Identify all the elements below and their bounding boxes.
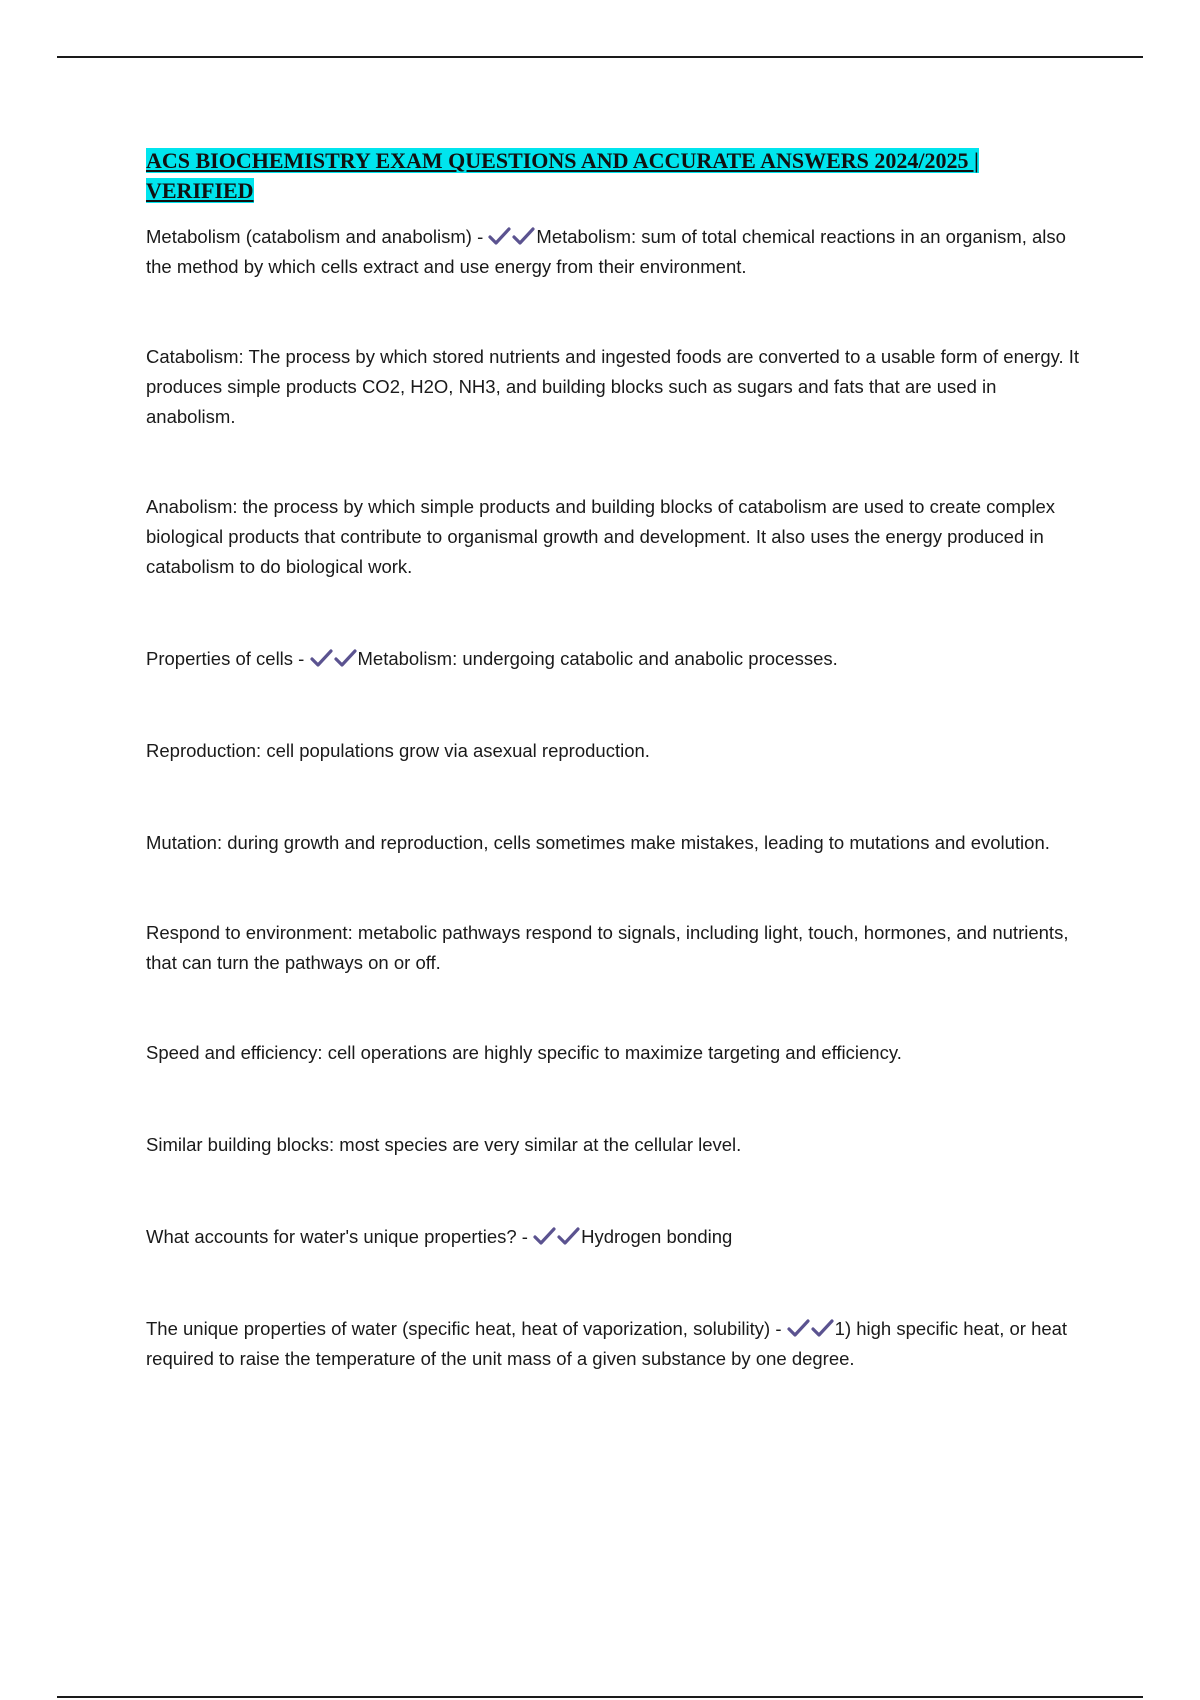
bottom-rule [57,1696,1143,1698]
answer-text: Metabolism: sum of total chemical reactions in an organism, also the method by which cells extract and use energy from their environment. [146,226,1066,277]
qa-entry [146,222,1086,282]
answer-text: Hydrogen bonding [581,1226,733,1247]
check-icon [488,226,512,246]
text-entry: Speed and efficiency: cell operations are highly specific to maximize targeting and efficiency. [146,1042,902,1063]
question-text: What accounts for water's unique properties? [146,1226,517,1247]
document-body [146,146,1086,1374]
check-icon [533,1226,557,1246]
text-entry: Anabolism: the process by which simple products and building blocks of catabolism are used to create complex biological products that contribute to organismal growth and development. It also uses the energy produced in catabolism to do biological work. [146,496,1056,577]
text-entry: Respond to environment: metabolic pathways respond to signals, including light, touch, hormones, and nutrients, that can turn the pathways on or off. [146,922,1069,973]
text-entry: Reproduction: cell populations grow via asexual reproduction. [146,740,650,761]
check-icon [334,648,358,668]
question-text: Properties of cells [146,648,294,669]
text-entry: Catabolism: The process by which stored nutrients and ingested foods are converted to a usable form of energy. It produces simple products CO2, H2O, NH3, and building blocks such as sugars and fats that are used in anabolism. [146,346,1080,427]
separator: - [770,1318,787,1339]
question-text: The unique properties of water (specific heat, heat of vaporization, solubility) [146,1318,771,1339]
title-highlight: ACS BIOCHEMISTRY EXAM QUESTIONS AND ACCURATE ANSWERS 2024/2025 | VERIFIED [146,148,979,203]
separator: - [516,1226,534,1247]
question-text: Metabolism (catabolism and anabolism) [146,226,472,247]
check-icon [557,1226,581,1246]
document-title [146,146,1086,206]
top-rule [57,56,1143,58]
separator: - [471,226,489,247]
check-icon [811,1318,835,1338]
separator: - [293,648,310,669]
check-icon [310,648,334,668]
text-entry: Similar building blocks: most species are very similar at the cellular level. [146,1134,742,1155]
qa-entry [146,1222,1086,1252]
answer-text: Metabolism: undergoing catabolic and anabolic processes. [357,648,838,669]
qa-entry [146,1314,1086,1374]
answer-text: 1) high specific heat, or heat required to raise the temperature of the unit mass of a given substance by one degree. [146,1318,1068,1369]
check-icon [512,226,536,246]
text-entry: Mutation: during growth and reproduction, cells sometimes make mistakes, leading to mutations and evolution. [146,832,1050,853]
check-icon [787,1318,811,1338]
qa-entry [146,644,1086,674]
